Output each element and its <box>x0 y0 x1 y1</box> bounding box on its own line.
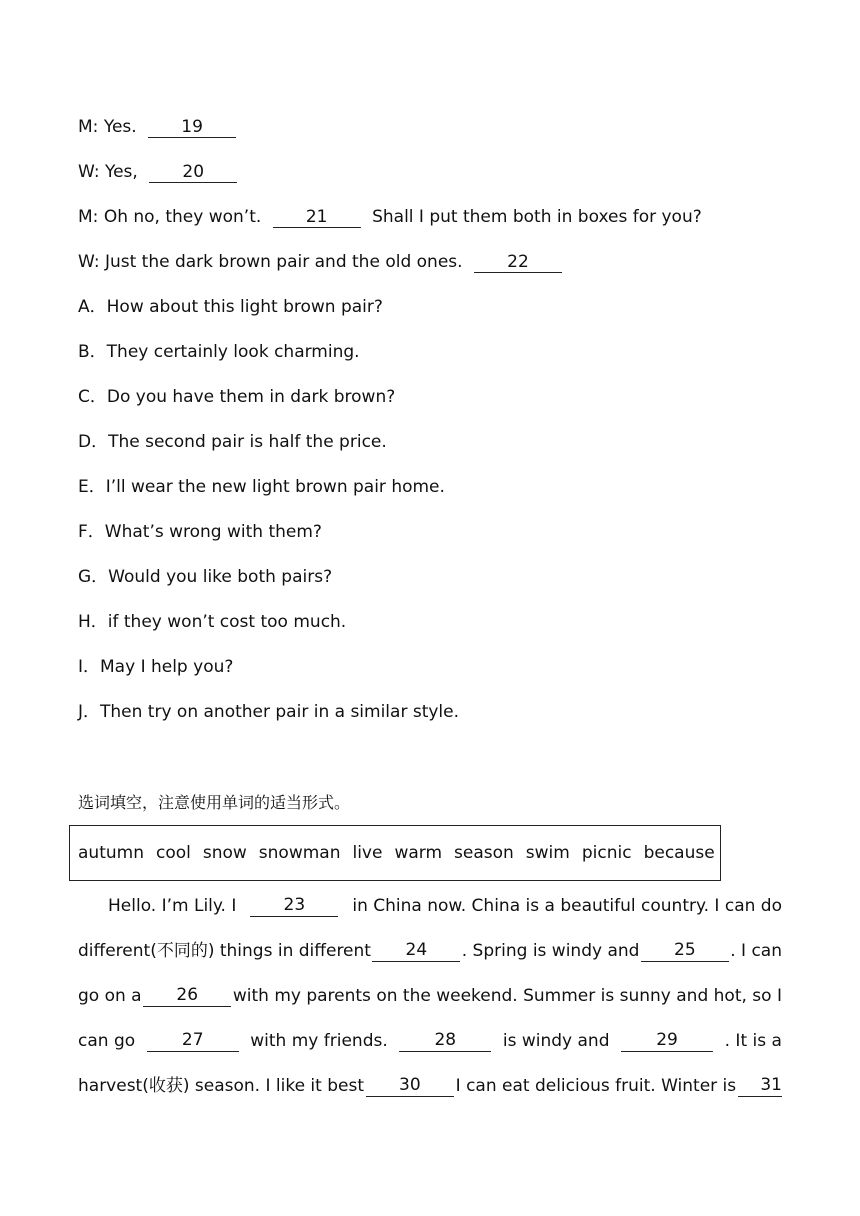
option-a: A．How about this light brown pair? <box>78 297 383 317</box>
word-bank-item: live <box>352 843 383 863</box>
answer-blank[interactable]: 25 <box>641 940 729 962</box>
answer-blank[interactable]: 21 <box>273 207 361 228</box>
passage-line-3 <box>78 985 782 1007</box>
passage-line-4 <box>78 1030 782 1052</box>
word-bank-item: warm <box>394 843 443 863</box>
passage-text: go on a <box>78 986 142 1006</box>
option-h: H．if they won’t cost too much. <box>78 612 347 632</box>
passage-line-2 <box>78 940 782 962</box>
dialogue-text: Yes. <box>103 117 137 137</box>
dialogue-line-21 <box>78 206 702 228</box>
passage-text: Hello. I’m Lily. I <box>108 896 237 916</box>
section-instruction: 选词填空，注意使用单词的适当形式。 <box>78 793 351 812</box>
word-bank-item: swim <box>525 843 570 863</box>
answer-blank[interactable]: 31 <box>738 1075 782 1097</box>
dialogue-line-22 <box>78 251 562 273</box>
speaker-label: W: <box>78 252 100 272</box>
word-bank-item: snow <box>202 843 247 863</box>
passage-line-1 <box>78 895 782 917</box>
option-e: E．I’ll wear the new light brown pair home. <box>78 477 445 497</box>
answer-blank[interactable]: 23 <box>250 895 338 917</box>
word-bank-item: autumn <box>78 843 144 863</box>
option-d: D．The second pair is half the price. <box>78 432 387 452</box>
word-bank-item: season <box>454 843 514 863</box>
option-i: I．May I help you? <box>78 657 234 677</box>
dialogue-text: Yes, <box>104 162 138 182</box>
option-b: B．They certainly look charming. <box>78 342 360 362</box>
passage-text: is windy and <box>502 1031 610 1051</box>
dialogue-text-after: Shall I put them both in boxes for you? <box>372 207 702 227</box>
answer-blank[interactable]: 22 <box>474 252 562 273</box>
dialogue-text: Oh no, they won’t. <box>103 207 262 227</box>
answer-blank[interactable]: 20 <box>149 162 237 183</box>
passage-text: can go <box>78 1031 136 1051</box>
word-bank-item: cool <box>155 843 191 863</box>
answer-blank[interactable]: 28 <box>399 1030 491 1052</box>
passage-text: with my parents on the weekend. Summer is sunny and hot, so I <box>232 986 782 1006</box>
passage-text: . I can <box>730 941 782 961</box>
word-bank-item: picnic <box>581 843 632 863</box>
speaker-label: W: <box>78 162 100 182</box>
answer-blank[interactable]: 27 <box>147 1030 239 1052</box>
passage-line-5 <box>78 1075 782 1097</box>
passage-text: . Spring is windy and <box>461 941 640 961</box>
answer-blank[interactable]: 19 <box>148 117 236 138</box>
answer-blank[interactable]: 29 <box>621 1030 713 1052</box>
word-bank-item: because <box>643 843 715 863</box>
answer-blank[interactable]: 26 <box>143 985 231 1007</box>
answer-blank[interactable]: 24 <box>372 940 460 962</box>
word-bank <box>69 825 721 881</box>
speaker-label: M: <box>78 207 99 227</box>
dialogue-text: Just the dark brown pair and the old ones. <box>104 252 463 272</box>
word-bank-item: snowman <box>258 843 341 863</box>
speaker-label: M: <box>78 117 99 137</box>
passage-text: in China now. China is a beautiful country. I can do <box>352 896 782 916</box>
option-f: F．What’s wrong with them? <box>78 522 322 542</box>
passage-text: with my friends. <box>250 1031 388 1051</box>
option-g: G．Would you like both pairs? <box>78 567 333 587</box>
passage-text: harvest(收获) season. I like it best <box>78 1076 364 1096</box>
passage-text: different(不同的) things in different <box>78 941 371 961</box>
dialogue-line-20 <box>78 161 237 183</box>
passage-text: . It is a <box>724 1031 782 1051</box>
option-j: J．Then try on another pair in a similar style. <box>78 702 460 722</box>
option-c: C．Do you have them in dark brown? <box>78 387 396 407</box>
passage-text: I can eat delicious fruit. Winter is <box>455 1076 737 1096</box>
dialogue-line-19 <box>78 116 236 138</box>
answer-blank[interactable]: 30 <box>366 1075 454 1097</box>
